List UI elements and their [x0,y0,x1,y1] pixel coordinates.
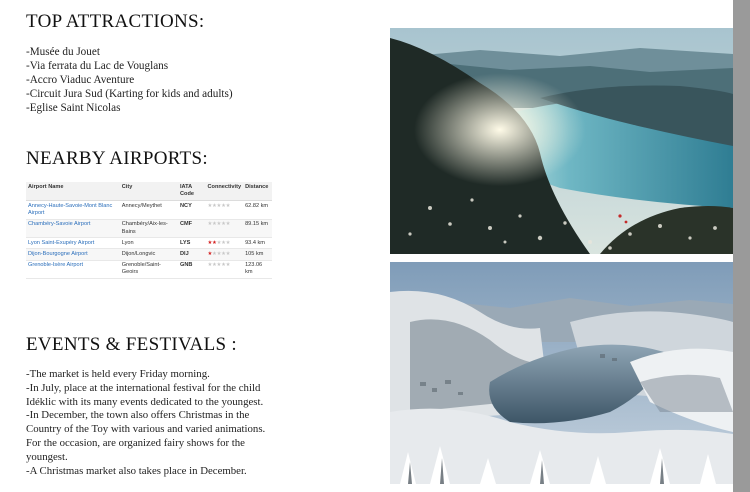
airport-city: Dijon/Longvic [120,249,178,260]
airport-link[interactable]: Dijon-Bourgogne Airport [26,249,120,260]
airport-city: Chambéry/Aix-les-Bains [120,219,178,237]
table-row [26,201,272,219]
airports-heading: NEARBY AIRPORTS: [26,148,208,169]
table-header-row [26,182,272,201]
airport-city: Lyon [120,238,178,249]
col-iata-code: IATA Code [178,182,206,201]
snowy-gorge-image [390,262,733,484]
airport-link[interactable]: Chambéry-Savoie Airport [26,219,120,237]
list-item: -Via ferrata du Lac de Vouglans [26,59,169,72]
events-line: For the occasion, are organized fairy shows for the [26,436,245,449]
airport-city: Annecy/Meythet [120,201,178,219]
airport-distance: 105 km [243,249,272,260]
list-item: -Accro Viaduc Aventure [26,73,135,86]
events-line: Country of the Toy with various and varied animations. [26,423,266,436]
airport-city: Grenoble/Saint-Geoirs [120,260,178,278]
events-line: -In December, the town also offers Christmas in the [26,409,250,422]
col-airport-name: Airport Name [26,182,120,201]
airport-distance: 93.4 km [243,238,272,249]
table-row [26,249,272,260]
table-row [26,219,272,237]
connectivity-rating [205,201,243,219]
airport-distance: 123.06 km [243,260,272,278]
connectivity-rating [205,249,243,260]
list-item: -Musée du Jouet [26,46,100,58]
list-item: -Eglise Saint Nicolas [26,101,121,114]
list-item: -Circuit Jura Sud (Karting for kids and adults) [26,87,233,100]
attractions-list [26,46,233,116]
airport-code: GNB [178,260,206,278]
events-line: -The market is held every Friday morning. [26,368,210,380]
table-row [26,238,272,249]
airport-link[interactable]: Grenoble-Isère Airport [26,260,120,278]
scrollbar[interactable] [733,0,750,492]
col-connectivity: Connectivity [205,182,243,201]
star-rating-icon: ★★★★★ [207,221,231,228]
connectivity-rating [205,260,243,278]
airport-link[interactable]: Annecy-Haute-Savoie-Mont Blanc Airport [26,201,120,219]
airport-code: NCY [178,201,206,219]
table-row [26,260,272,278]
col-distance: Distance [243,182,272,201]
airport-code: LYS [178,238,206,249]
airport-code: CMF [178,219,206,237]
attractions-heading: TOP ATTRACTIONS: [26,11,205,32]
star-rating-icon: ★★★★★ [207,202,231,209]
airport-distance: 89.15 km [243,219,272,237]
events-text [26,368,296,478]
lake-sunrise-image [390,28,733,254]
events-line: -In July, place at the international festival for the child [26,381,261,394]
airport-code: DIJ [178,249,206,260]
star-rating-icon: ★★★★★ [207,262,231,269]
events-line: -A Christmas market also takes place in December. [26,464,247,477]
col-city: City [120,182,178,201]
events-line: youngest. [26,450,68,463]
connectivity-rating [205,238,243,249]
connectivity-rating [205,219,243,237]
snowy-gorge-photo [390,262,733,484]
events-heading: EVENTS & FESTIVALS : [26,334,237,355]
lake-sunrise-photo [390,28,733,254]
star-rating-icon: ★★★★★ [207,250,231,257]
airports-table [26,182,272,279]
star-rating-icon: ★★★★★ [207,239,231,246]
airport-link[interactable]: Lyon Saint-Exupéry Airport [26,238,120,249]
airport-distance: 62.82 km [243,201,272,219]
events-line: Idéklic with its many events dedicated to the youngest. [26,395,264,408]
